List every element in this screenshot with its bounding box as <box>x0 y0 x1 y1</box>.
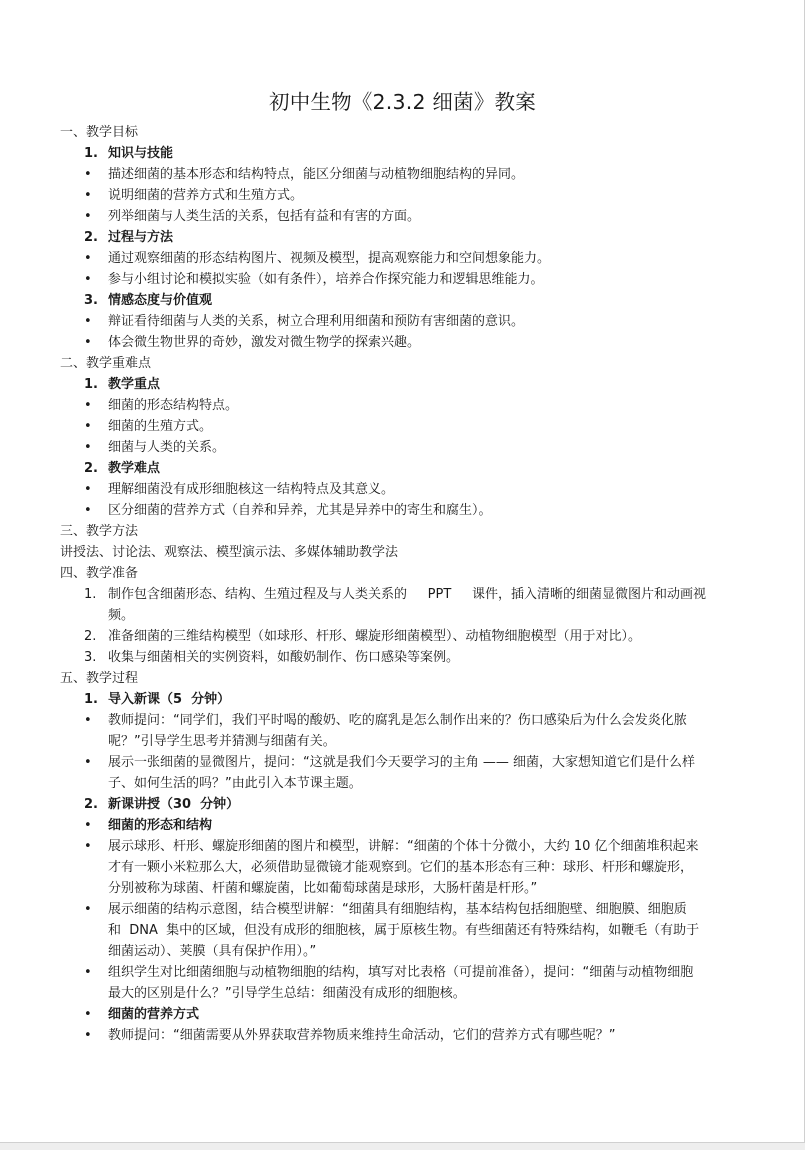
subheading-new-lesson <box>60 794 760 815</box>
bullet-icon: • <box>84 314 92 329</box>
subheading-focus <box>60 374 760 395</box>
bullet-icon: • <box>84 188 92 203</box>
document-body <box>60 122 760 1046</box>
bullet-icon: • <box>84 713 92 728</box>
subheading-label: 导入新课（5 分钟） <box>108 692 231 707</box>
list-item-text: 细菌的生殖方式。 <box>108 419 213 434</box>
item-number: 2. <box>84 629 97 644</box>
topic-heading <box>60 1004 760 1025</box>
subheading-label: 情感态度与价值观 <box>108 293 213 308</box>
list-item <box>60 395 760 416</box>
list-item-text: 分别被称为球菌、杆菌和螺旋菌，比如葡萄球菌是球形，大肠杆菌是杆形。” <box>108 881 538 896</box>
section-heading-key-points: 二、教学重难点 <box>60 356 152 371</box>
list-item <box>60 479 760 500</box>
list-item-text: 列举细菌与人类生活的关系，包括有益和有害的方面。 <box>108 209 421 224</box>
bullet-icon: • <box>84 398 92 413</box>
subheading-number: 2. <box>84 230 98 245</box>
list-item-text: 参与小组讨论和模拟实验（如有条件），培养合作探究能力和逻辑思维能力。 <box>108 272 544 287</box>
list-item <box>60 836 760 857</box>
list-item-text: 细菌与人类的关系。 <box>108 440 226 455</box>
list-item-text: 展示一张细菌的显微图片，提问：“这就是我们今天要学习的主角 —— 细菌，大家想知道它们是什么样 <box>108 755 696 770</box>
list-item-text: 辩证看待细菌与人类的关系，树立合理利用细菌和预防有害细菌的意识。 <box>108 314 525 329</box>
subheading-number: 1. <box>84 146 98 161</box>
list-item-continuation <box>60 773 760 794</box>
list-item-text: 区分细菌的营养方式（自养和异养，尤其是异养中的寄生和腐生）。 <box>108 503 492 518</box>
document-title: 初中生物《2.3.2 细菌》教案 <box>269 90 536 114</box>
subheading-number: 3. <box>84 293 98 308</box>
subheading-intro <box>60 689 760 710</box>
list-item <box>60 710 760 731</box>
list-item-text: 体会微生物世界的奇妙，激发对微生物学的探索兴趣。 <box>108 335 421 350</box>
list-item-text: 展示球形、杆形、螺旋形细菌的图片和模型，讲解：“细菌的个体十分微小，大约 10 亿个细菌堆积起来 <box>108 839 699 854</box>
list-item-continuation <box>60 731 760 752</box>
list-item-continuation <box>60 941 760 962</box>
bullet-icon: • <box>84 335 92 350</box>
list-item-text: 细菌的形态结构特点。 <box>108 398 239 413</box>
list-item <box>60 437 760 458</box>
bullet-icon: • <box>84 419 92 434</box>
list-item-text: 呢？”引导学生思考并猜测与细菌有关。 <box>108 734 336 749</box>
numbered-item <box>60 584 760 605</box>
subheading-process <box>60 227 760 248</box>
bullet-icon: • <box>84 251 92 266</box>
bullet-icon: • <box>84 839 92 854</box>
subheading-label: 新课讲授（30 分钟） <box>108 797 240 812</box>
topic-heading-text: 细菌的营养方式 <box>108 1007 200 1022</box>
list-item <box>60 752 760 773</box>
section-heading-methods: 三、教学方法 <box>60 524 139 539</box>
bullet-icon: • <box>84 965 92 980</box>
numbered-item <box>60 647 760 668</box>
subheading-number: 1. <box>84 692 98 707</box>
subheading-knowledge <box>60 143 760 164</box>
list-item-text: 最大的区别是什么？”引导学生总结：细菌没有成形的细胞核。 <box>108 986 466 1001</box>
list-item-text: 教师提问：“同学们，我们平时喝的酸奶、吃的腐乳是怎么制作出来的？伤口感染后为什么会发炎化脓 <box>108 713 687 728</box>
bullet-icon: • <box>84 1007 92 1022</box>
subheading-number: 2. <box>84 461 98 476</box>
item-number: 1. <box>84 587 97 602</box>
methods-text: 讲授法、讨论法、观察法、模型演示法、多媒体辅助教学法 <box>60 545 399 560</box>
bullet-icon: • <box>84 818 92 833</box>
list-item <box>60 332 760 353</box>
subheading-label: 知识与技能 <box>108 146 174 161</box>
bullet-icon: • <box>84 209 92 224</box>
item-text-line: 制作包含细菌形态、结构、生殖过程及与人类关系的 PPT 课件，插入清晰的细菌显微图片和动画视 <box>108 587 706 602</box>
list-item-text: 教师提问：“细菌需要从外界获取营养物质来维持生命活动，它们的营养方式有哪些呢？” <box>108 1028 616 1043</box>
section-heading-objectives: 一、教学目标 <box>60 125 139 140</box>
list-item <box>60 185 760 206</box>
subheading-number: 1. <box>84 377 98 392</box>
list-item-text: 理解细菌没有成形细胞核这一结构特点及其意义。 <box>108 482 395 497</box>
topic-heading-text: 细菌的形态和结构 <box>108 818 213 833</box>
list-item-text: 细菌运动）、荚膜（具有保护作用）。” <box>108 944 317 959</box>
list-item-text: 说明细菌的营养方式和生殖方式。 <box>108 188 304 203</box>
topic-heading <box>60 815 760 836</box>
subheading-attitude <box>60 290 760 311</box>
list-item <box>60 248 760 269</box>
bullet-icon: • <box>84 503 92 518</box>
list-item <box>60 164 760 185</box>
bullet-icon: • <box>84 167 92 182</box>
item-text-line: 收集与细菌相关的实例资料，如酸奶制作、伤口感染等案例。 <box>108 650 460 665</box>
list-item-text: 子、如何生活的吗？”由此引入本节课主题。 <box>108 776 362 791</box>
item-text-line: 频。 <box>108 608 135 623</box>
list-item <box>60 311 760 332</box>
list-item-text: 才有一颗小米粒那么大，必须借助显微镜才能观察到。它们的基本形态有三种：球形、杆形和螺旋形， <box>108 860 694 875</box>
bullet-icon: • <box>84 755 92 770</box>
subheading-label: 教学重点 <box>108 377 161 392</box>
section-heading-preparation: 四、教学准备 <box>60 566 139 581</box>
list-item-text: 描述细菌的基本形态和结构特点，能区分细菌与动植物细胞结构的异同。 <box>108 167 525 182</box>
list-item-text: 和 DNA 集中的区域，但没有成形的细胞核，属于原核生物。有些细菌还有特殊结构，如鞭毛（有助于 <box>108 923 700 938</box>
list-item-continuation <box>60 878 760 899</box>
bullet-icon: • <box>84 272 92 287</box>
list-item-text: 组织学生对比细菌细胞与动植物细胞的结构，填写对比表格（可提前准备），提问：“细菌与动植物细胞 <box>108 965 694 980</box>
list-item <box>60 500 760 521</box>
list-item-text: 展示细菌的结构示意图，结合模型讲解：“细菌具有细胞结构，基本结构包括细胞壁、细胞膜、细胞质 <box>108 902 687 917</box>
section-heading-process: 五、教学过程 <box>60 671 139 686</box>
bullet-icon: • <box>84 482 92 497</box>
subheading-difficulty <box>60 458 760 479</box>
numbered-item-continuation <box>60 605 760 626</box>
numbered-item <box>60 626 760 647</box>
list-item <box>60 1025 760 1046</box>
subheading-label: 过程与方法 <box>108 230 174 245</box>
list-item <box>60 416 760 437</box>
subheading-label: 教学难点 <box>108 461 161 476</box>
list-item <box>60 899 760 920</box>
list-item <box>60 962 760 983</box>
item-number: 3. <box>84 650 97 665</box>
bullet-icon: • <box>84 440 92 455</box>
subheading-number: 2. <box>84 797 98 812</box>
list-item <box>60 269 760 290</box>
list-item-continuation <box>60 983 760 1004</box>
list-item-continuation <box>60 920 760 941</box>
list-item <box>60 206 760 227</box>
bullet-icon: • <box>84 1028 92 1043</box>
list-item-continuation <box>60 857 760 878</box>
bullet-icon: • <box>84 902 92 917</box>
list-item-text: 通过观察细菌的形态结构图片、视频及模型，提高观察能力和空间想象能力。 <box>108 251 551 266</box>
item-text-line: 准备细菌的三维结构模型（如球形、杆形、螺旋形细菌模型）、动植物细胞模型（用于对比）。 <box>108 629 642 644</box>
